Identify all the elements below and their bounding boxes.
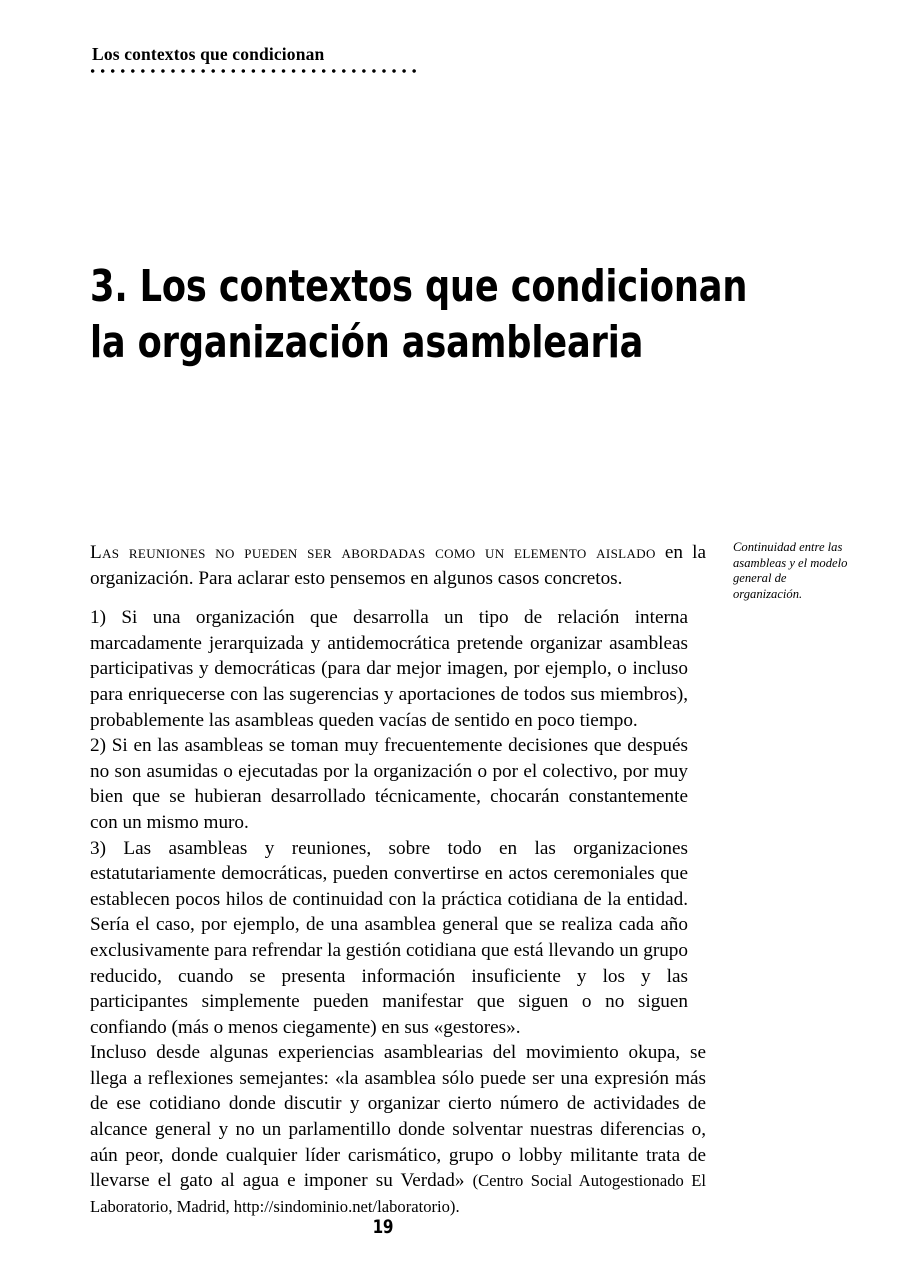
- closing-attribution-run: (Centro Social Autogestionado El Laboratorio, Madrid, http://sindominio.net/laboratorio).: [90, 1171, 706, 1216]
- body-text-column: [90, 540, 706, 1219]
- closing-quote-run: Incluso desde algunas experiencias asamblearias del movimiento okupa, se llega a reflexiones semejantes: «la asamblea sólo puede ser una expresión más de ese cotidiano donde discutir y organizar cierto número de actividades de alcance general y no un parlamentillo donde solventar nuestras diferencias o, aún peor, donde cualquier líder carismático, grupo o lobby militante trata de llevarse el gato al agua e imponer su Verdad»: [90, 1042, 706, 1192]
- numbered-item-3: 3) Las asambleas y reuniones, sobre todo en las organizaciones estatutariamente democráticas, pueden convertirse en actos ceremoniales que establecen pocos hilos de continuidad con la práctica cotidiana de la entidad. Sería el caso, por ejemplo, de una asamblea general que se realiza cada año exclusivamente para refrendar la gestión cotidiana que está llevando un grupo reducido, cuando se presenta información insuficiente y los y las participantes simplemente pueden manifestar que siguen o no siguen confiando (más o menos ciegamente) en sus «gestores».: [90, 837, 688, 1038]
- running-header: Los contextos que condicionan: [92, 44, 325, 64]
- numbered-item-1: 1) Si una organización que desarrolla un tipo de relación interna marcadamente jerarquizada y antidemocrática pretende organizar asambleas participativas y democráticas (para dar mejor imagen, por ejemplo, o incluso para enriquecerse con las sugerencias y aportaciones de todos sus miembros), probablemente las asambleas queden vacías de sentido en poco tiempo.: [90, 607, 688, 731]
- dotted-rule-divider: [90, 68, 422, 74]
- chapter-title-line-2: la organización asamblearia: [90, 317, 644, 369]
- chapter-title: [90, 259, 748, 371]
- lead-smallcaps-run: Las reuniones no pueden ser abordadas como un elemento aislado: [90, 542, 656, 563]
- page-number-footer: [0, 1216, 905, 1238]
- page-number: 19: [372, 1216, 393, 1238]
- numbered-item-2: 2) Si en las asambleas se toman muy frecuentemente decisiones que después no son asumidas o ejecutadas por la organización o por el colectivo, por muy bien que se hubieran desarrollado técnicamente, chocarán constantemente con un mismo muro.: [90, 735, 688, 833]
- lead-rest-run: en la organización. Para aclarar esto pensemos en algunos casos concretos.: [90, 542, 706, 589]
- closing-paragraph: [90, 1040, 706, 1219]
- lead-paragraph: [90, 540, 706, 591]
- margin-note: Continuidad entre las asambleas y el modelo general de organización.: [733, 540, 848, 601]
- chapter-title-line-1: 3. Los contextos que condicionan: [90, 261, 748, 313]
